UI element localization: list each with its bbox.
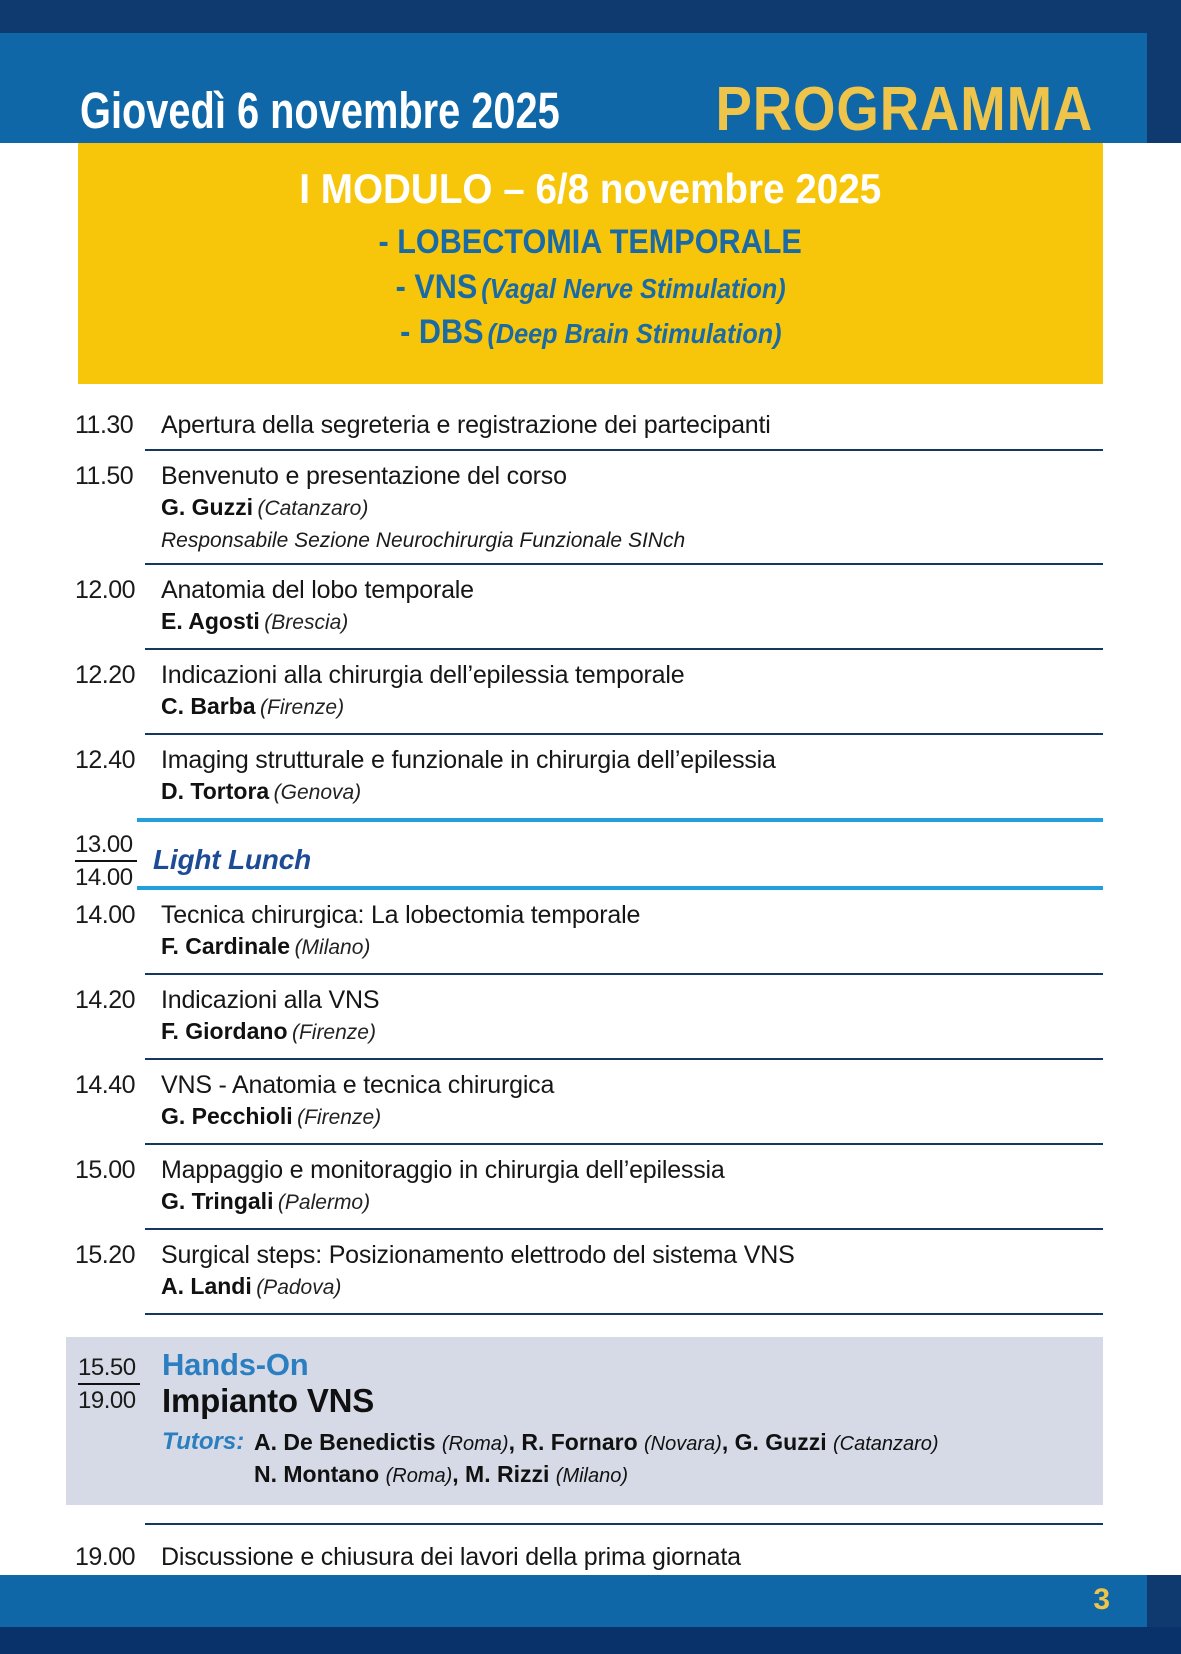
time-range [75, 818, 137, 890]
time-label: 19.00 [75, 1543, 136, 1571]
footer-blue-band [0, 1575, 1147, 1627]
row-content [145, 650, 1103, 735]
tutor-name: R. Fornaro [521, 1429, 638, 1455]
tutor-city: (Catanzaro) [832, 1433, 939, 1455]
schedule-row [75, 451, 1103, 565]
module-item [78, 268, 1103, 313]
hands-on-box [66, 1337, 1103, 1505]
speaker-city: (Brescia) [264, 611, 349, 634]
time-label: 14.20 [75, 986, 136, 1014]
time-start: 15.50 [78, 1355, 140, 1385]
tutors-names [254, 1427, 939, 1491]
row-title: Indicazioni alla VNS [161, 986, 380, 1014]
schedule-row [75, 1145, 1103, 1230]
speaker-city: (Catanzaro) [257, 497, 369, 520]
tutor-city: (Milano) [555, 1465, 629, 1487]
module-item-label: - DBS [399, 313, 484, 351]
page-number: 3 [1093, 1583, 1110, 1616]
page-title: Giovedì 6 novembre 2025 [80, 82, 560, 139]
time-label: 15.00 [75, 1156, 136, 1184]
schedule-row [75, 650, 1103, 735]
speaker-city: (Firenze) [260, 696, 345, 719]
tutor-separator: , [721, 1429, 729, 1455]
time-label: 11.30 [75, 411, 134, 439]
row-title: Discussione e chiusura dei lavori della prima giornata [161, 1543, 741, 1571]
module-item-detail: (Deep Brain Stimulation) [487, 318, 782, 349]
time-label: 12.20 [75, 661, 136, 689]
tutor-name: A. De Benedictis [254, 1429, 436, 1455]
speaker-line [161, 692, 1103, 724]
speaker-name: F. Cardinale [161, 933, 291, 959]
hands-on-content [148, 1349, 1103, 1491]
speaker-city: (Milano) [294, 936, 371, 959]
time-label: 14.40 [75, 1071, 136, 1099]
tutor-name: G. Guzzi [734, 1429, 827, 1455]
footer-corner [1147, 1575, 1181, 1627]
speaker-line [161, 1187, 1103, 1219]
row-content [145, 975, 1103, 1060]
lunch-label: Light Lunch [153, 844, 311, 875]
speaker-city: (Firenze) [297, 1106, 382, 1129]
module-item-detail: (Vagal Nerve Stimulation) [481, 273, 786, 304]
schedule-row [75, 890, 1103, 975]
time-label: 14.00 [75, 901, 136, 929]
time-end: 19.00 [78, 1387, 136, 1414]
speaker-line [161, 1272, 1103, 1304]
row-title: Tecnica chirurgica: La lobectomia temporale [161, 901, 641, 929]
row-title: Indicazioni alla chirurgia dell’epilessia temporale [161, 661, 685, 689]
module-item-label: - LOBECTOMIA TEMPORALE [378, 223, 803, 261]
speaker-name: G. Pecchioli [161, 1103, 293, 1129]
tutors-block [162, 1427, 1103, 1491]
speaker-name: G. Tringali [161, 1188, 274, 1214]
time-range [78, 1349, 148, 1491]
time-start: 13.00 [75, 832, 137, 862]
header-band [0, 33, 1181, 143]
speaker-line [161, 493, 1103, 525]
row-content [145, 451, 1103, 565]
speaker-city: (Firenze) [291, 1021, 376, 1044]
speaker-city: (Padova) [256, 1276, 342, 1299]
speaker-line [161, 932, 1103, 964]
time-label: 11.50 [75, 462, 134, 490]
speaker-role: Responsabile Sezione Neurochirurgia Funzionale SINch [161, 529, 686, 552]
row-content [145, 735, 1103, 818]
tutor-name: N. Montano [254, 1461, 380, 1487]
module-item [78, 313, 1103, 358]
row-title: Imaging strutturale e funzionale in chirurgia dell’epilessia [161, 746, 776, 774]
row-title: Surgical steps: Posizionamento elettrodo del sistema VNS [161, 1241, 795, 1269]
schedule-row [75, 975, 1103, 1060]
speaker-name: F. Giordano [161, 1018, 288, 1044]
row-content [145, 400, 1103, 451]
row-content [145, 565, 1103, 650]
schedule [75, 400, 1103, 1315]
time-label: 12.00 [75, 576, 136, 604]
speaker-name: A. Landi [161, 1273, 252, 1299]
speaker-line [161, 607, 1103, 639]
row-title: Mappaggio e monitoraggio in chirurgia dell’epilessia [161, 1156, 725, 1184]
tutor-city: (Roma) [385, 1465, 453, 1487]
speaker-name: C. Barba [161, 693, 256, 719]
module-item [78, 223, 1103, 268]
speaker-line [161, 1017, 1103, 1049]
footer-navy-band [0, 1627, 1181, 1654]
row-title: Benvenuto e presentazione del corso [161, 462, 567, 490]
lunch-row [75, 818, 1103, 890]
top-navy-bar [0, 0, 1181, 33]
row-content [145, 1145, 1103, 1230]
hands-on-subtitle: Impianto VNS [162, 1382, 375, 1419]
header-corner [1147, 33, 1181, 143]
schedule-row [75, 400, 1103, 451]
tutor-separator: , [508, 1429, 515, 1455]
speaker-name: D. Tortora [161, 778, 270, 804]
schedule-row [75, 1230, 1103, 1315]
speaker-name: G. Guzzi [161, 494, 253, 520]
module-box [78, 143, 1103, 384]
row-content [137, 818, 1103, 890]
row-content [145, 1060, 1103, 1145]
schedule-row [75, 1060, 1103, 1145]
row-title: VNS - Anatomia e tecnica chirurgica [161, 1071, 555, 1099]
speaker-name: E. Agosti [161, 608, 260, 634]
speaker-line [161, 1102, 1103, 1134]
row-title: Anatomia del lobo temporale [161, 576, 474, 604]
tutors-label: Tutors: [162, 1428, 245, 1455]
time-label: 15.20 [75, 1241, 136, 1269]
speaker-city: (Genova) [273, 781, 362, 804]
row-title: Apertura della segreteria e registrazione dei partecipanti [161, 411, 771, 439]
row-content [145, 1230, 1103, 1315]
speaker-city: (Palermo) [277, 1191, 371, 1214]
tutors-line [254, 1427, 939, 1459]
hands-on-title: Hands-On [162, 1347, 309, 1382]
programma-title: PROGRAMMA [715, 75, 1093, 144]
speaker-line [161, 777, 1103, 809]
module-title: I MODULO – 6/8 novembre 2025 [299, 165, 882, 212]
schedule-row [75, 735, 1103, 818]
row-content [145, 890, 1103, 975]
module-item-label: - VNS [395, 268, 478, 306]
schedule-row [75, 565, 1103, 650]
tutors-line [254, 1459, 939, 1491]
time-label: 12.40 [75, 746, 136, 774]
tutor-city: (Novara) [644, 1433, 722, 1455]
time-end: 14.00 [75, 864, 133, 891]
tutor-separator: , [452, 1461, 459, 1487]
tutor-name: M. Rizzi [465, 1461, 550, 1487]
tutor-city: (Roma) [441, 1433, 509, 1455]
